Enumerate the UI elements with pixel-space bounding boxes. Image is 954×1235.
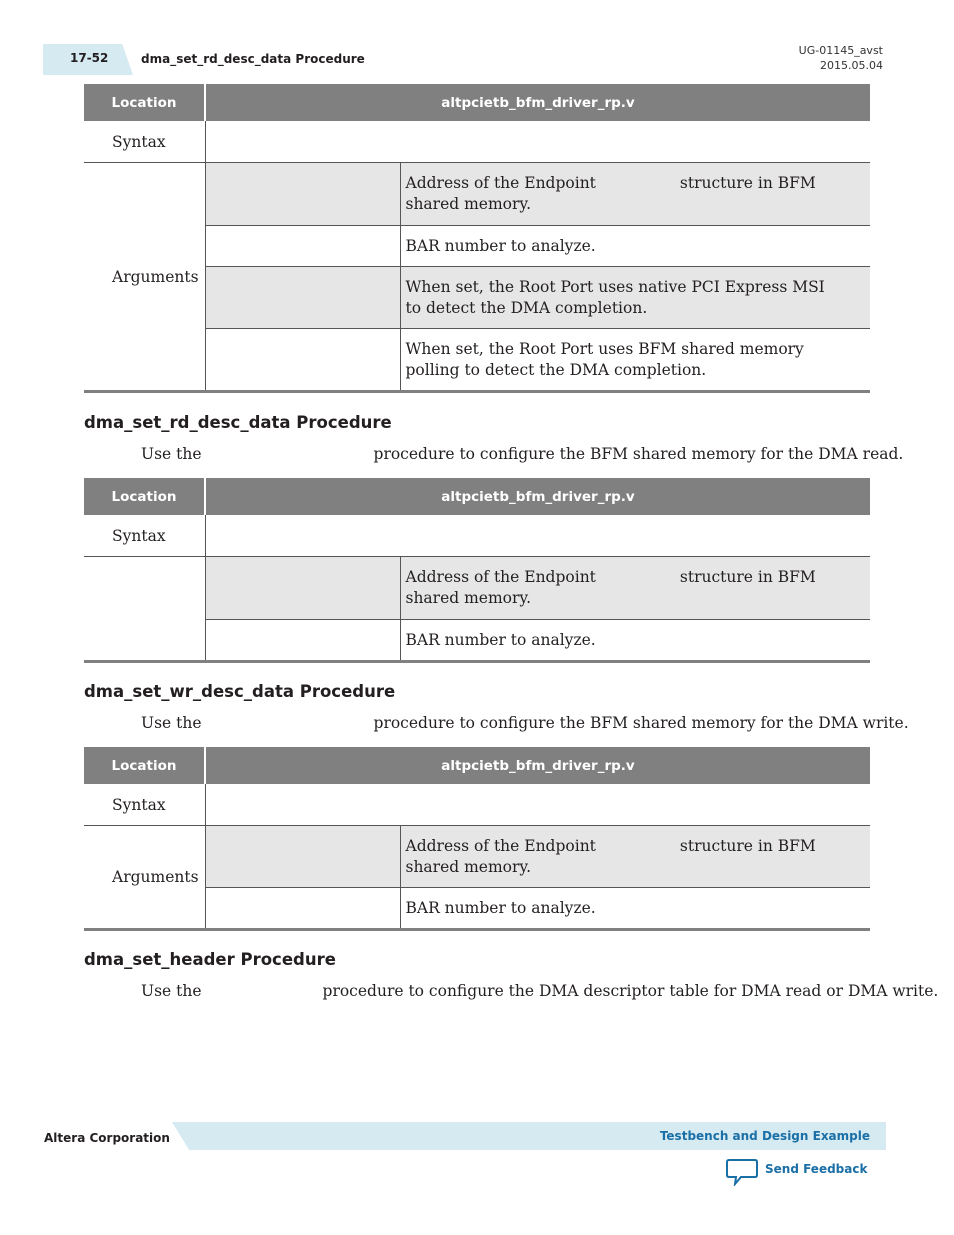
desc-text: structure in BFM shared memory. xyxy=(405,836,816,876)
desc-text: structure in BFM shared memory. xyxy=(405,174,816,213)
desc-text: Address of the Endpoint xyxy=(405,836,596,855)
argument-description xyxy=(400,826,870,888)
argument-description: BAR number to analyze. xyxy=(400,888,870,930)
location-header: Location xyxy=(84,478,205,515)
section-title-rd-desc: dma_set_rd_desc_data Procedure xyxy=(84,413,392,432)
argument-name xyxy=(205,620,400,662)
argument-row xyxy=(84,163,870,226)
syntax-label: Syntax xyxy=(84,515,205,557)
argument-description: BAR number to analyze. xyxy=(400,620,870,662)
speech-bubble-icon[interactable] xyxy=(726,1158,758,1186)
syntax-row xyxy=(84,515,870,557)
document-id xyxy=(799,43,883,73)
body-text: procedure to configure the DMA descriptor table for DMA read or DMA write. xyxy=(322,982,939,1000)
desc-text: Address of the Endpoint xyxy=(405,568,596,586)
location-header: Location xyxy=(84,747,205,784)
section-body-wr-desc xyxy=(141,714,909,732)
location-value: altpcietb_bfm_driver_rp.v xyxy=(205,747,870,784)
argument-description: BAR number to analyze. xyxy=(400,226,870,267)
procedure-table-3 xyxy=(84,747,870,931)
location-value: altpcietb_bfm_driver_rp.v xyxy=(205,478,870,515)
page-number: 17-52 xyxy=(70,51,109,65)
body-text: Use the xyxy=(141,982,202,1000)
running-title: dma_set_rd_desc_data Procedure xyxy=(141,52,365,66)
argument-name xyxy=(205,826,400,888)
body-text: procedure to configure the BFM shared memory for the DMA write. xyxy=(373,714,909,732)
section-title-wr-desc: dma_set_wr_desc_data Procedure xyxy=(84,682,396,701)
send-feedback-link[interactable]: Send Feedback xyxy=(765,1162,868,1176)
doc-date-text: 2015.05.04 xyxy=(820,59,883,72)
procedure-table-1 xyxy=(84,84,870,393)
argument-name xyxy=(205,267,400,329)
company-name: Altera Corporation xyxy=(44,1131,170,1145)
section-body-rd-desc xyxy=(141,445,903,463)
syntax-value xyxy=(205,784,870,826)
doc-id-text: UG-01145_avst xyxy=(798,44,883,57)
section-title-header: dma_set_header Procedure xyxy=(84,950,336,969)
arguments-label xyxy=(84,557,205,662)
body-text: Use the xyxy=(141,445,202,463)
location-value: altpcietb_bfm_driver_rp.v xyxy=(205,84,870,121)
argument-description: When set, the Root Port uses native PCI Express MSI to detect the DMA completion. xyxy=(400,267,870,329)
body-text: Use the xyxy=(141,714,202,732)
argument-name xyxy=(205,557,400,620)
desc-text: structure in BFM shared memory. xyxy=(405,568,816,607)
section-body-header xyxy=(141,982,938,1000)
argument-row xyxy=(84,557,870,620)
location-header: Location xyxy=(84,84,205,121)
desc-text: Address of the Endpoint xyxy=(405,174,596,192)
syntax-value xyxy=(205,121,870,163)
argument-name xyxy=(205,329,400,392)
argument-description xyxy=(400,163,870,226)
syntax-label: Syntax xyxy=(84,121,205,163)
syntax-row xyxy=(84,784,870,826)
syntax-value xyxy=(205,515,870,557)
argument-name xyxy=(205,888,400,930)
chapter-link[interactable]: Testbench and Design Example xyxy=(659,1129,870,1143)
arguments-label: Arguments xyxy=(84,826,205,930)
argument-name xyxy=(205,163,400,226)
body-text: procedure to configure the BFM shared memory for the DMA read. xyxy=(373,445,904,463)
syntax-label: Syntax xyxy=(84,784,205,826)
argument-name xyxy=(205,226,400,267)
argument-description: When set, the Root Port uses BFM shared memory polling to detect the DMA completion. xyxy=(400,329,870,392)
argument-row xyxy=(84,826,870,888)
syntax-row xyxy=(84,121,870,163)
argument-description xyxy=(400,557,870,620)
arguments-label: Arguments xyxy=(84,163,205,392)
procedure-table-2 xyxy=(84,478,870,663)
